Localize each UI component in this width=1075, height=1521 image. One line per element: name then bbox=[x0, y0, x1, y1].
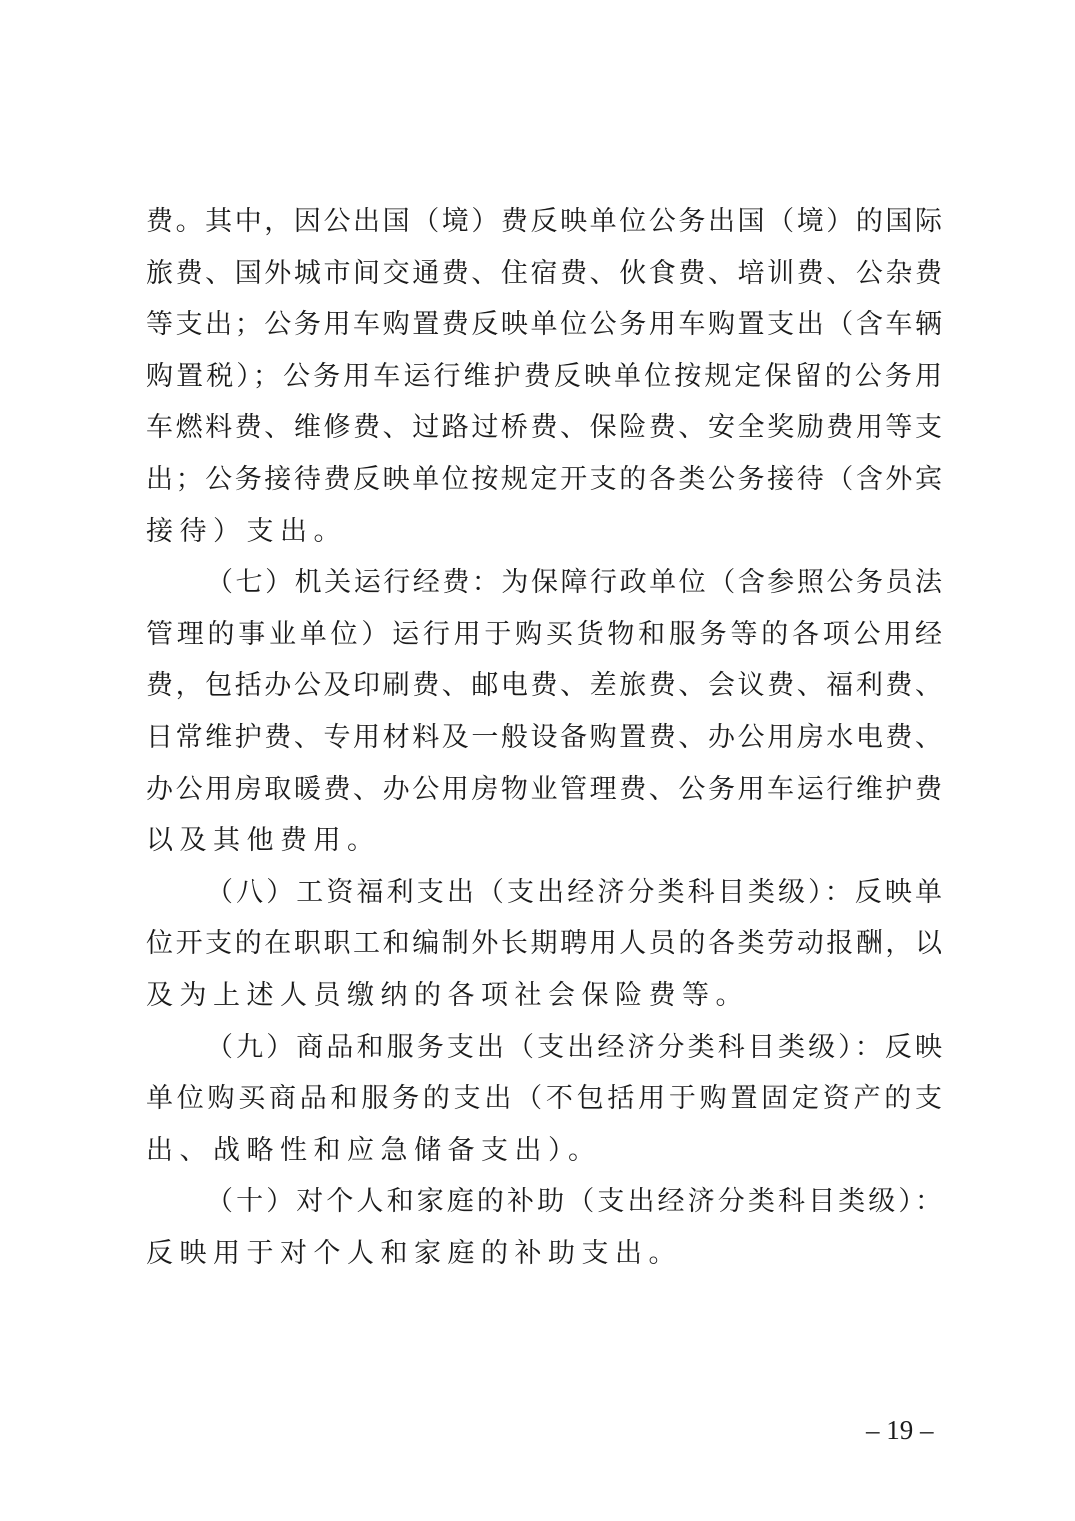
text-line: 购置税）；公务用车运行维护费反映单位按规定保留的公务用 bbox=[146, 360, 942, 392]
text-line: 出、战略性和应急储备支出）。 bbox=[146, 1134, 602, 1166]
text-line: 费，包括办公及印刷费、邮电费、差旅费、会议费、福利费、 bbox=[146, 670, 942, 702]
text-line: （九）商品和服务支出（支出经济分类科目类级）：反映 bbox=[206, 1031, 942, 1063]
text-line: （十）对个人和家庭的补助（支出经济分类科目类级）： bbox=[206, 1186, 942, 1218]
text-line: 以及其他费用。 bbox=[146, 825, 381, 857]
body-text bbox=[146, 196, 942, 1279]
page-number: – 19 – bbox=[866, 1415, 934, 1445]
text-line: 及为上述人员缴纳的各项社会保险费等。 bbox=[146, 979, 749, 1011]
text-line: 反映用于对个人和家庭的补助支出。 bbox=[146, 1237, 682, 1269]
text-line: 旅费、国外城市间交通费、住宿费、伙食费、培训费、公杂费 bbox=[146, 257, 942, 289]
paragraph-item-8 bbox=[146, 867, 942, 1022]
text-line: 接待）支出。 bbox=[146, 515, 347, 547]
text-line: （七）机关运行经费：为保障行政单位（含参照公务员法 bbox=[206, 567, 942, 599]
text-line: 费。其中，因公出国（境）费反映单位公务出国（境）的国际 bbox=[146, 206, 942, 237]
paragraph-item-7 bbox=[146, 557, 942, 867]
text-line: 出；公务接待费反映单位按规定开支的各类公务接待（含外宾 bbox=[146, 463, 942, 495]
paragraph-item-10 bbox=[146, 1176, 942, 1279]
paragraph-item-9 bbox=[146, 1022, 942, 1177]
text-line: 日常维护费、专用材料及一般设备购置费、办公用房水电费、 bbox=[146, 721, 942, 753]
text-line: 单位购买商品和服务的支出（不包括用于购置固定资产的支 bbox=[146, 1083, 942, 1115]
text-line: 车燃料费、维修费、过路过桥费、保险费、安全奖励费用等支 bbox=[146, 412, 942, 444]
text-line: 管理的事业单位）运行用于购买货物和服务等的各项公用经 bbox=[146, 618, 942, 650]
paragraph-public-funds-continued bbox=[146, 196, 942, 557]
text-line: 办公用房取暖费、办公用房物业管理费、公务用车运行维护费 bbox=[146, 773, 942, 805]
text-line: （八）工资福利支出（支出经济分类科目类级）：反映单 bbox=[206, 876, 942, 908]
text-line: 等支出；公务用车购置费反映单位公务用车购置支出（含车辆 bbox=[146, 309, 942, 341]
text-line: 位开支的在职职工和编制外长期聘用人员的各类劳动报酬，以 bbox=[146, 928, 942, 960]
